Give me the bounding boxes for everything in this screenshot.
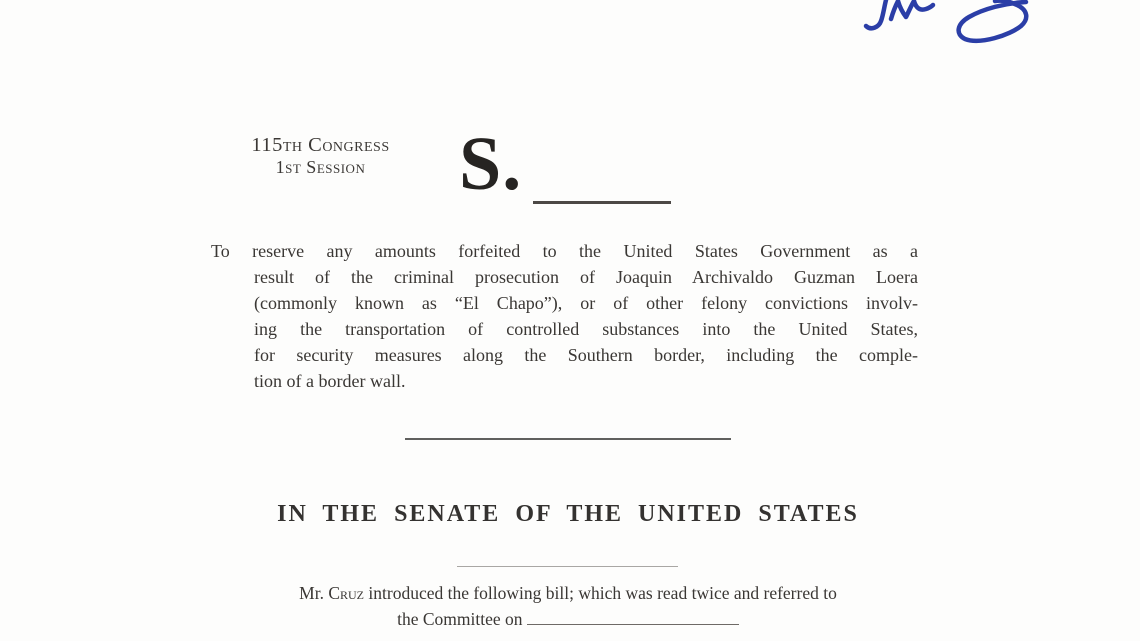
purpose-line: To reserve any amounts forfeited to the United States Government as a [211,241,918,261]
signature-stroke [866,0,886,28]
purpose-paragraph [211,238,918,394]
purpose-line: for security measures along the Southern border, including the comple- [254,345,918,365]
committee-text: the Committee on [397,609,527,629]
signature-stroke [959,1,1027,41]
sponsor-prefix: Mr. [299,583,329,603]
introduction-block [0,580,1136,632]
bill-number-prefix: S. [459,122,523,206]
purpose-line: result of the criminal prosecution of Joaquin Archivaldo Guzman Loera [254,267,918,287]
purpose-line: (commonly known as “El Chapo”), or of other felony convictions involv- [254,293,918,313]
signature-stroke [891,1,933,19]
heading-sub-divider [457,566,678,567]
sponsor-name: Cruz [328,583,365,603]
congress-number: 115th Congress [251,134,390,156]
horizontal-divider [405,438,731,440]
congress-session-block [218,134,423,178]
purpose-line: tion of a border wall. [254,371,406,391]
session-number: 1st Session [275,157,366,177]
committee-line [0,606,1136,632]
chamber-heading: IN THE SENATE OF THE UNITED STATES [277,501,859,527]
bill-number-blank-line [533,201,671,204]
purpose-line: ing the transportation of controlled substances into the United States, [254,319,918,339]
introduction-line [0,580,1136,606]
committee-blank-line [527,607,739,625]
signature-handwriting [845,0,1045,52]
introduction-action-text: introduced the following bill; which was read twice and referred to [364,583,837,603]
